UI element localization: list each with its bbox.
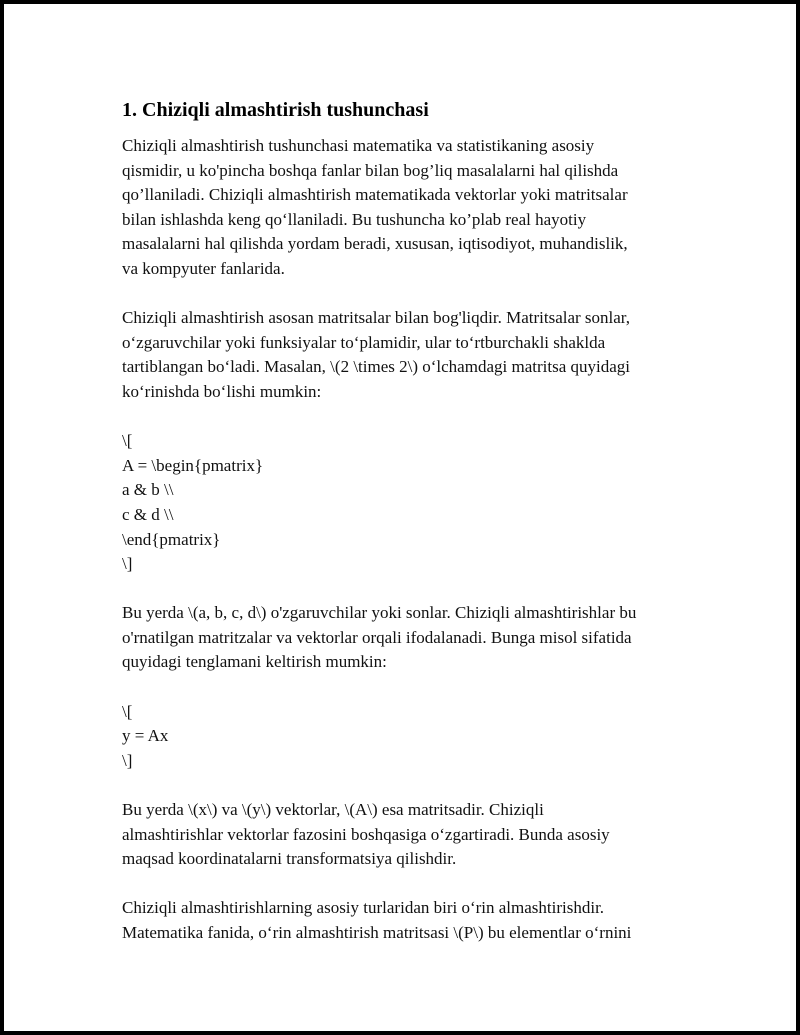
- document-body: [122, 96, 682, 970]
- paragraph-matrices: Chiziqli almashtirish asosan matritsalar bilan bog'liqdir. Matritsalar sonlar, o‘zgaruvchilar yoki funksiyalar to‘plamidir, ular to‘rtburchakli shaklda tartiblangan bo‘ladi. Masalan, \(2 \times 2\) o‘lchamdagi matritsa quyidagi ko‘rinishda bo‘lishi mumkin:: [122, 308, 631, 401]
- equation-latex-block: \[ y = Ax \]: [122, 701, 169, 770]
- section-heading: 1. Chiziqli almashtirish tushunchasi: [122, 99, 429, 121]
- matrix-latex-block: \[ A = \begin{pmatrix} a & b \\ c & d \\ \end{pmatrix} \]: [122, 431, 264, 574]
- paragraph-vectors: Bu yerda \(x\) va \(y\) vektorlar, \(A\) esa matritsadir. Chiziqli almashtirishlar vektorlar fazosini boshqasiga o‘zgartiradi. Bunda asosiy maqsad koordinatalarni transformatsiya qilishdir.: [122, 800, 610, 869]
- paragraph-intro: Chiziqli almashtirish tushunchasi matematika va statistikaning asosiy qismidir, u ko'pincha boshqa fanlar bilan bog’liq masalalarni hal qilishda qo’llaniladi. Chiziqli almashtirish matematikada vektorlar yoki matritsalar bilan ishlashda keng qo‘llaniladi. Bu tushuncha ko’plab real hayotiy masalalarni hal qilishda yordam beradi, xususan, iqtisodiyot, muhandislik, va kompyuter fanlarida.: [122, 136, 628, 278]
- paragraph-variables: Bu yerda \(a, b, c, d\) o'zgaruvchilar yoki sonlar. Chiziqli almashtirishlar bu o'rnatilgan matritzalar va vektorlar orqali ifodalanadi. Bunga misol sifatida quyidagi tenglamani keltirish mumkin:: [122, 603, 637, 672]
- paragraph-permutation: Chiziqli almashtirishlarning asosiy turlaridan biri o‘rin almashtirishdir. Matematika fanida, o‘rin almashtirish matritsasi \(P\) bu elementlar o‘rnini: [122, 898, 632, 942]
